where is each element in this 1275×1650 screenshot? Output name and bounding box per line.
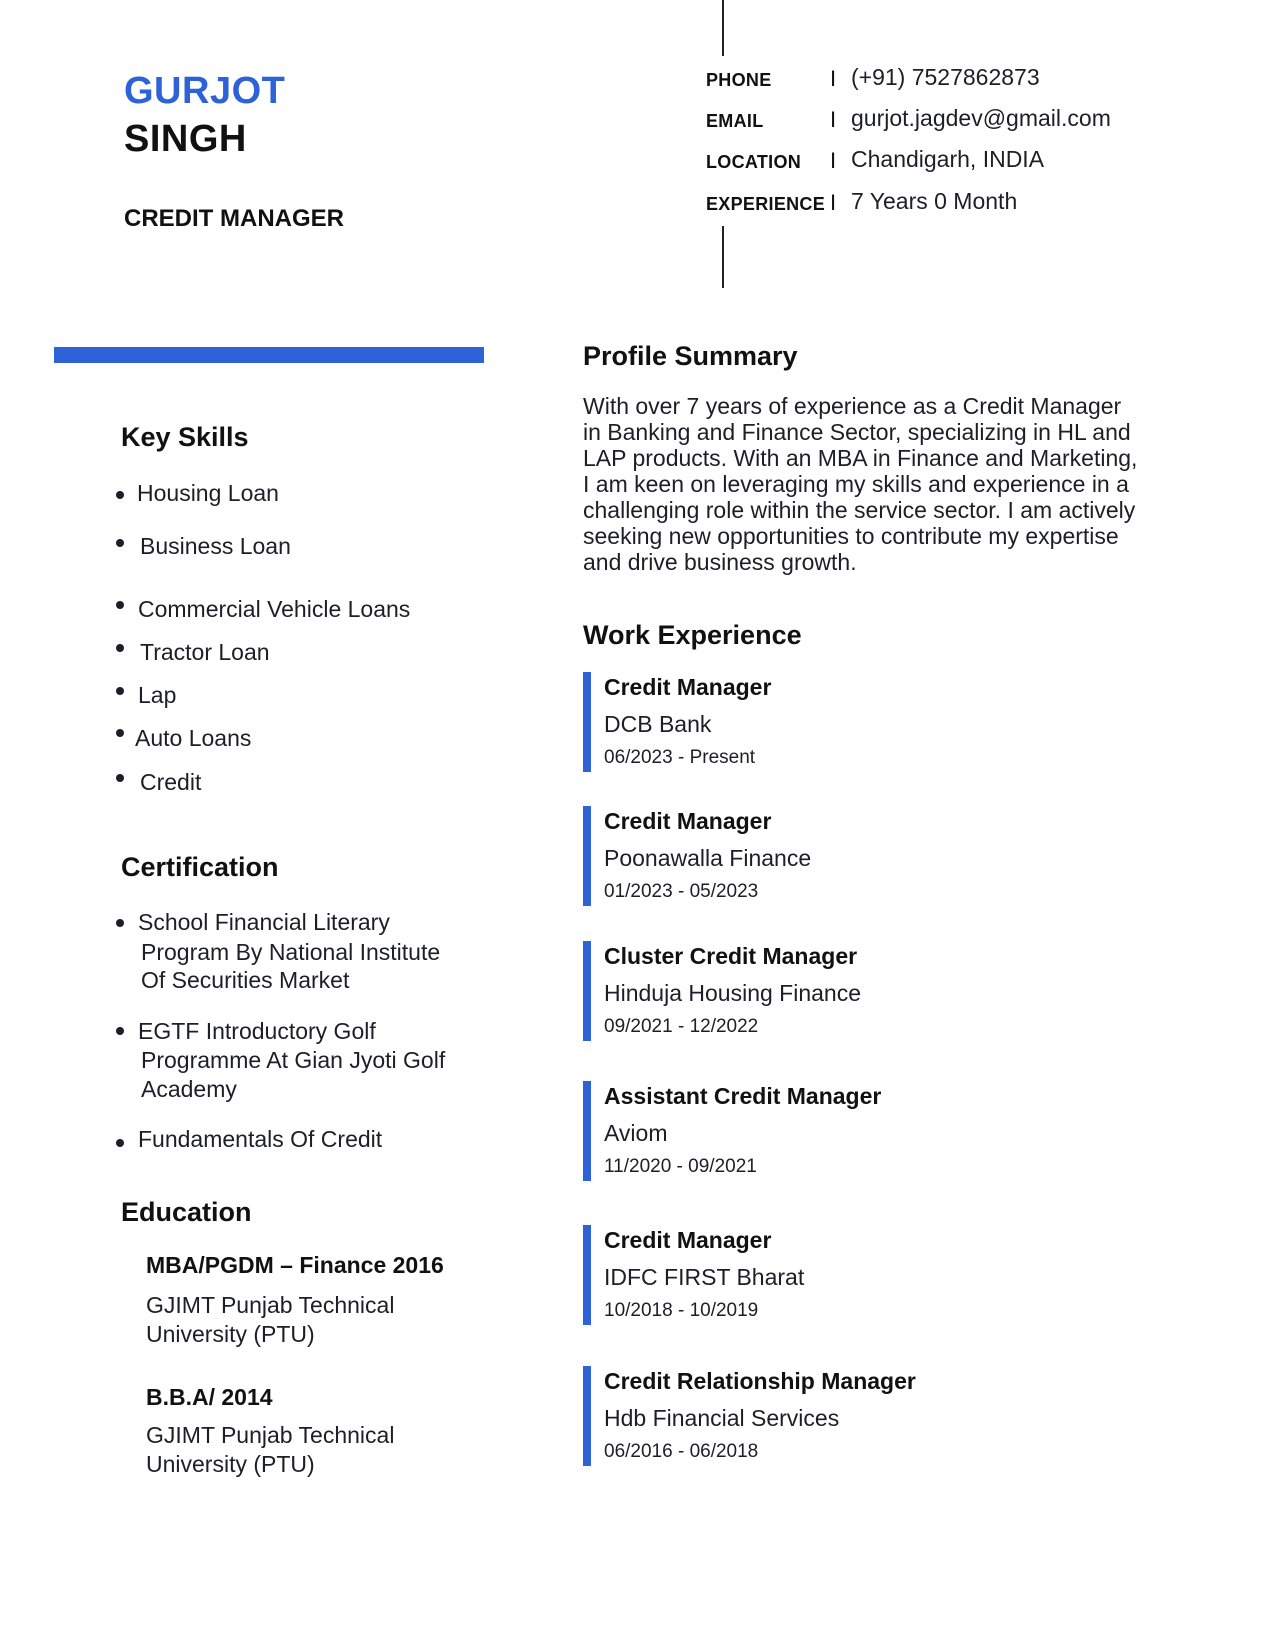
job-entry xyxy=(583,941,1203,1041)
bullet-icon xyxy=(116,644,124,652)
bullet-icon xyxy=(116,601,124,609)
job-entry xyxy=(583,1081,1203,1181)
job-company: Hinduja Housing Finance xyxy=(604,980,861,1006)
job-company: IDFC FIRST Bharat xyxy=(604,1264,805,1290)
contact-value: (+91) 7527862873 xyxy=(851,64,1040,90)
profile-summary-heading: Profile Summary xyxy=(583,341,798,371)
job-dates: 11/2020 - 09/2021 xyxy=(604,1156,757,1177)
job-entry xyxy=(583,672,1203,772)
bullet-icon xyxy=(116,491,124,499)
job-dates: 06/2016 - 06/2018 xyxy=(604,1441,759,1462)
header-divider-top xyxy=(722,0,724,56)
key-skills-heading: Key Skills xyxy=(121,422,249,452)
job-accent-bar xyxy=(583,672,591,772)
job-accent-bar xyxy=(583,1366,591,1466)
education-degree: MBA/PGDM – Finance 2016 xyxy=(146,1252,444,1278)
job-entry xyxy=(583,806,1203,906)
job-entry xyxy=(583,1225,1203,1325)
job-dates: 01/2023 - 05/2023 xyxy=(604,881,759,902)
job-dates: 09/2021 - 12/2022 xyxy=(604,1016,759,1037)
bullet-icon xyxy=(116,687,124,695)
job-company: Aviom xyxy=(604,1120,668,1146)
job-dates: 06/2023 - Present xyxy=(604,747,756,768)
contact-label: EXPERIENCE xyxy=(706,194,826,214)
job-title: Credit Relationship Manager xyxy=(604,1368,916,1394)
job-accent-bar xyxy=(583,1225,591,1325)
job-title: Credit Manager xyxy=(604,1227,772,1253)
contact-location xyxy=(706,146,1226,176)
first-name: GURJOT xyxy=(124,70,286,112)
job-company: Poonawalla Finance xyxy=(604,845,812,871)
header-divider-bottom xyxy=(722,226,724,288)
contact-value: 7 Years 0 Month xyxy=(851,188,1018,214)
contact-label: EMAIL xyxy=(706,111,764,131)
contact-email xyxy=(706,105,1226,135)
contact-label: PHONE xyxy=(706,70,772,90)
education-degree: B.B.A/ 2014 xyxy=(146,1384,273,1410)
contact-separator: I xyxy=(830,107,837,132)
profile-summary-text: With over 7 years of experience as a Credit Manager in Banking and Finance Sector, specializing in HL and LAP products. With an MBA in Finance and Marketing, I am keen on leveraging my skills and experience in a challenging role within the service sector. I am actively seeking new opportunities to contribute my expertise and drive business growth. xyxy=(583,393,1138,575)
job-company: DCB Bank xyxy=(604,711,712,737)
contact-separator: I xyxy=(830,66,837,91)
contact-experience xyxy=(706,188,1226,218)
certification-heading: Certification xyxy=(121,852,279,882)
bullet-icon xyxy=(116,1027,124,1035)
job-company: Hdb Financial Services xyxy=(604,1405,840,1431)
job-title: Assistant Credit Manager xyxy=(604,1083,882,1109)
job-title: Credit Manager xyxy=(604,674,772,700)
job-accent-bar xyxy=(583,806,591,906)
last-name: SINGH xyxy=(124,118,247,160)
job-title: Credit Manager xyxy=(604,808,772,834)
job-accent-bar xyxy=(583,941,591,1041)
job-title: Cluster Credit Manager xyxy=(604,943,858,969)
contact-separator: I xyxy=(830,148,837,173)
bullet-icon xyxy=(116,729,124,737)
job-title: CREDIT MANAGER xyxy=(124,205,344,232)
contact-value: Chandigarh, INDIA xyxy=(851,146,1045,172)
job-accent-bar xyxy=(583,1081,591,1181)
accent-band xyxy=(54,347,484,363)
bullet-icon xyxy=(116,774,124,782)
job-dates: 10/2018 - 10/2019 xyxy=(604,1300,759,1321)
contact-separator: I xyxy=(830,190,837,215)
bullet-icon xyxy=(116,1139,124,1147)
contact-value: gurjot.jagdev@gmail.com xyxy=(851,105,1111,131)
education-heading: Education xyxy=(121,1197,252,1227)
education-school: GJIMT Punjab Technical University (PTU) xyxy=(146,1292,395,1347)
education-school: GJIMT Punjab Technical University (PTU) xyxy=(146,1422,395,1477)
work-experience-heading: Work Experience xyxy=(583,620,802,650)
job-entry xyxy=(583,1366,1203,1466)
bullet-icon xyxy=(116,919,124,927)
contact-phone xyxy=(706,64,1226,94)
bullet-icon xyxy=(116,539,124,547)
contact-label: LOCATION xyxy=(706,152,802,172)
